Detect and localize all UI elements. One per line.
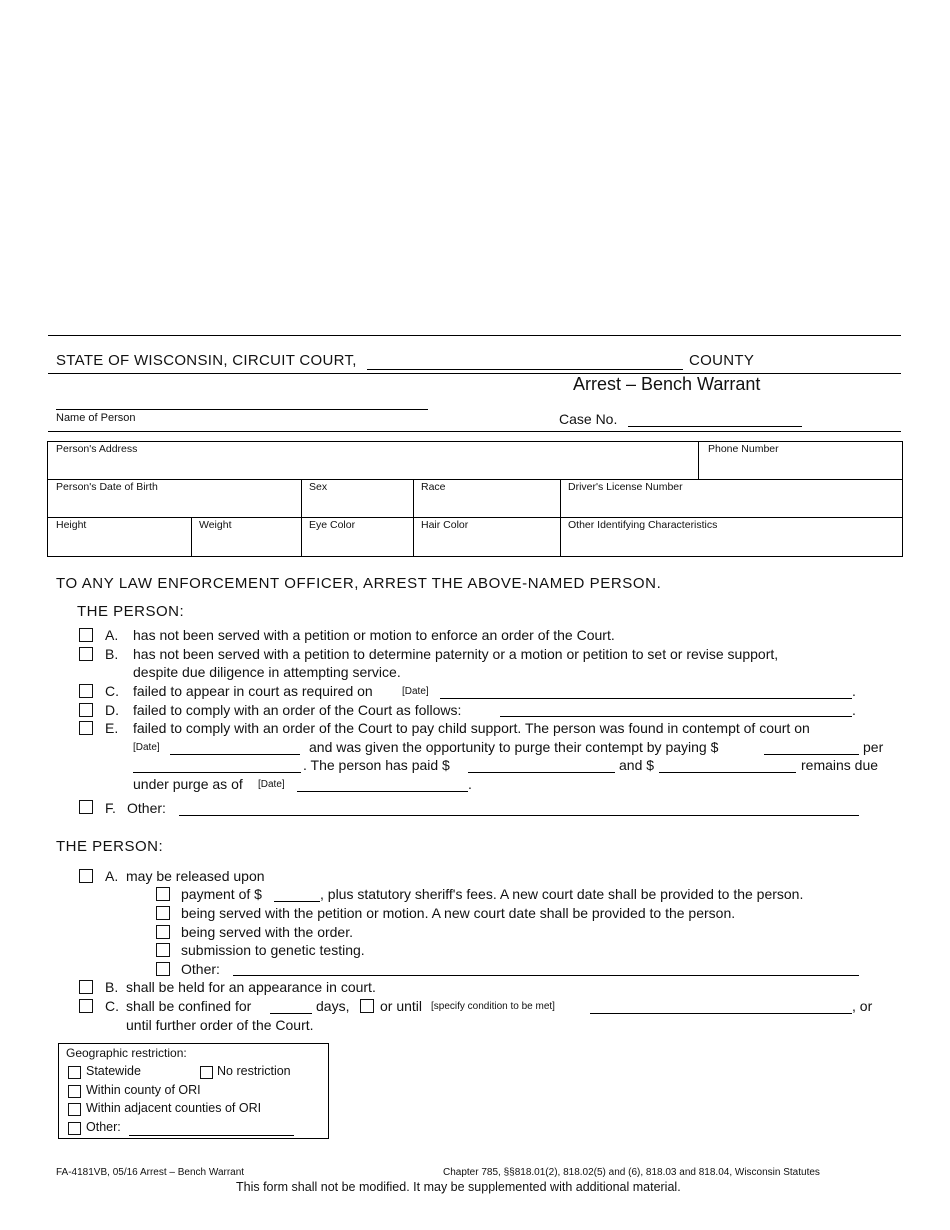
person-info-table [47,441,903,557]
race-label: Race [421,481,446,493]
checkbox-release-c-until[interactable] [360,999,374,1013]
checkbox-order-e[interactable] [79,721,93,735]
checkbox-release-payment[interactable] [156,887,170,901]
release-c-or: , or [852,998,873,1014]
release-b-text: shall be held for an appearance in court. [126,979,376,995]
order-e-date-hint: [Date] [133,742,160,753]
order-f-letter: F. [105,800,116,816]
order-e-and: and $ [619,757,655,773]
order-e-remaining-field[interactable] [659,772,796,773]
order-a-text: has not been served with a petition or motion to enforce an order of the Court. [133,627,615,643]
checkbox-order-a[interactable] [79,628,93,642]
sex-label: Sex [309,481,328,493]
county-label: COUNTY [689,352,755,369]
order-e-purge-amount-field[interactable] [764,754,859,755]
order-f-other-field[interactable] [179,815,859,816]
checkbox-geo-within-county[interactable] [68,1085,81,1098]
release-c-days-field[interactable] [270,1013,312,1014]
case-rule [48,431,901,432]
order-c-date-hint: [Date] [402,686,429,697]
release-served-order-text: being served with the order. [181,924,353,940]
phone-label: Phone Number [708,443,779,455]
geo-no-restriction-label: No restriction [217,1064,291,1078]
checkbox-release-b[interactable] [79,980,93,994]
case-no-field[interactable] [628,426,802,427]
order-e-text-1: failed to comply with an order of the Court to pay child support. The person was found in contempt of court on [133,720,810,736]
order-e-contempt-date-field[interactable] [170,754,300,755]
header-rule [48,373,901,374]
release-payment-text-2: , plus statutory sheriff's fees. A new court date shall be provided to the person. [320,886,804,902]
order-c-text: failed to appear in court as required on [133,683,373,699]
the-person-heading-2: THE PERSON: [56,838,164,855]
other-characteristics-label: Other Identifying Characteristics [568,519,718,531]
geo-within-county-label: Within county of ORI [86,1083,201,1097]
checkbox-order-f[interactable] [79,800,93,814]
checkbox-release-c[interactable] [79,999,93,1013]
arrest-directive: TO ANY LAW ENFORCEMENT OFFICER, ARREST THE ABOVE-NAMED PERSON. [56,575,662,592]
eye-color-label: Eye Color [309,519,356,531]
order-d-period: . [852,702,856,718]
checkbox-order-d[interactable] [79,703,93,717]
order-c-date-field[interactable] [440,698,852,699]
table-col-divider [560,479,561,556]
order-d-letter: D. [105,702,119,718]
order-e-text-2: and was given the opportunity to purge their contempt by paying $ [309,739,719,755]
checkbox-release-served-order[interactable] [156,925,170,939]
release-genetic-text: submission to genetic testing. [181,942,365,958]
release-b-letter: B. [105,979,119,995]
checkbox-release-a[interactable] [79,869,93,883]
table-col-divider [698,442,699,479]
table-col-divider [191,517,192,556]
checkbox-order-b[interactable] [79,647,93,661]
checkbox-geo-statewide[interactable] [68,1066,81,1079]
geo-adjacent-label: Within adjacent counties of ORI [86,1101,262,1115]
order-d-text: failed to comply with an order of the Court as follows: [133,702,462,718]
table-row-divider [48,517,902,518]
release-c-condition-hint: [specify condition to be met] [431,1001,555,1012]
release-c-text-2: until further order of the Court. [126,1017,314,1033]
geo-title: Geographic restriction: [66,1046,187,1060]
name-of-person-field[interactable] [56,409,428,410]
release-c-letter: C. [105,998,119,1014]
name-of-person-label: Name of Person [56,412,136,424]
order-b-text-1: has not been served with a petition to determine paternity or a motion or petition to set or revise support, [133,646,779,662]
license-label: Driver's License Number [568,481,683,493]
order-e-remains: remains due [801,757,879,773]
checkbox-geo-other[interactable] [68,1122,81,1135]
footer-form-id: FA-4181VB, 05/16 Arrest – Bench Warrant [56,1167,245,1178]
release-payment-text-1: payment of $ [181,886,262,902]
the-person-heading-1: THE PERSON: [77,603,185,620]
case-no-label: Case No. [559,411,618,427]
hair-color-label: Hair Color [421,519,469,531]
checkbox-release-served-petition[interactable] [156,906,170,920]
address-label: Person's Address [56,443,138,455]
footer-statutes: Chapter 785, §§818.01(2), 818.02(5) and (6), 818.03 and 818.04, Wisconsin Statutes [443,1167,820,1178]
order-e-period: . [468,776,472,792]
release-a-letter: A. [105,868,119,884]
order-e-per: per [863,739,884,755]
release-served-petition-text: being served with the petition or motion. A new court date shall be provided to the person. [181,905,736,921]
county-field[interactable] [367,369,683,370]
checkbox-order-c[interactable] [79,684,93,698]
release-other-text: Other: [181,961,220,977]
order-b-text-2: despite due diligence in attempting service. [133,664,401,680]
geographic-restriction-box [58,1043,329,1139]
order-e-text-3: . The person has paid $ [303,757,450,773]
release-c-text-1: shall be confined for [126,998,252,1014]
checkbox-geo-adjacent[interactable] [68,1103,81,1116]
release-other-field[interactable] [233,975,859,976]
form-title: Arrest – Bench Warrant [573,374,761,394]
checkbox-geo-no-restriction[interactable] [200,1066,213,1079]
order-e-per-field[interactable] [133,772,301,773]
top-rule [48,335,901,336]
order-e-paid-field[interactable] [468,772,615,773]
weight-label: Weight [199,519,232,531]
release-c-condition-field[interactable] [590,1013,852,1014]
order-b-letter: B. [105,646,119,662]
geo-statewide-label: Statewide [86,1064,141,1078]
height-label: Height [56,519,87,531]
table-col-divider [413,479,414,556]
court-label: STATE OF WISCONSIN, CIRCUIT COURT, [56,352,357,369]
table-col-divider [301,479,302,556]
release-c-until: or until [380,998,423,1014]
order-e-purge-date-field[interactable] [297,791,468,792]
table-row-divider [48,479,902,480]
order-e-date-hint-2: [Date] [258,779,285,790]
dob-label: Person's Date of Birth [56,481,158,493]
release-c-days: days, [316,998,350,1014]
checkbox-release-genetic[interactable] [156,943,170,957]
order-c-period: . [852,683,856,699]
geo-other-label: Other: [86,1120,121,1134]
checkbox-release-other[interactable] [156,962,170,976]
order-d-field[interactable] [500,716,852,717]
order-e-text-4: under purge as of [133,776,243,792]
release-payment-amount-field[interactable] [274,901,320,902]
release-a-text: may be released upon [126,868,265,884]
order-a-letter: A. [105,627,119,643]
order-e-letter: E. [105,720,119,736]
footer-notice: This form shall not be modified. It may be supplemented with additional material. [236,1180,681,1194]
order-c-letter: C. [105,683,119,699]
geo-other-field[interactable] [129,1135,294,1136]
order-f-text: Other: [127,800,166,816]
